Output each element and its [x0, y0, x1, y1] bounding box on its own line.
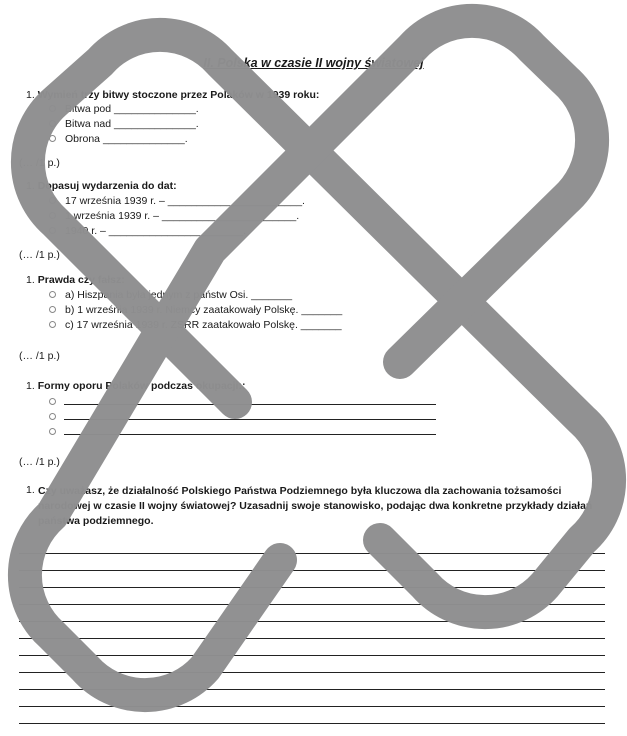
- list-item: [49, 289, 292, 301]
- circle-bullet-icon: [49, 135, 56, 142]
- list-item: [49, 426, 65, 438]
- item-text: Bitwa nad ______________.: [65, 118, 199, 130]
- question-5-text: Czy uważasz, że działalność Polskiego Państwa Podziemnego była kluczowa dla zachowania tożsamości narodowej w czasie II wojny światowej? Uzasadnij swoje stanowisko, podając dwa konkretne przykłady działań państwa podziemnego.: [38, 485, 593, 527]
- list-item: [49, 210, 299, 222]
- question-number: 1.: [26, 484, 35, 496]
- answer-line[interactable]: [19, 621, 605, 622]
- list-item: [49, 133, 188, 145]
- list-item: [49, 118, 199, 130]
- question-text: Dopasuj wydarzenia do dat:: [37, 180, 177, 192]
- list-item: [49, 304, 342, 316]
- list-item: [49, 103, 199, 115]
- circle-bullet-icon: [49, 428, 56, 435]
- answer-line[interactable]: [19, 604, 605, 605]
- score-label: (… /1 p.): [19, 350, 60, 362]
- circle-bullet-icon: [49, 212, 56, 219]
- item-text: 1 września 1939 r. – _______________________.: [65, 210, 300, 222]
- question-number: 1.: [26, 380, 35, 392]
- item-text: b) 1 września 1939 r. Niemcy zaatakowały Polskę. _______: [65, 304, 343, 316]
- circle-bullet-icon: [49, 413, 56, 420]
- answer-line[interactable]: [19, 655, 605, 656]
- question-number: 1.: [26, 180, 35, 192]
- answer-line[interactable]: [64, 419, 436, 420]
- circle-bullet-icon: [49, 227, 56, 234]
- answer-line[interactable]: [64, 404, 436, 405]
- answer-line[interactable]: [19, 689, 605, 690]
- question-4: [26, 380, 245, 392]
- score-label: (… /1 p.): [19, 456, 60, 468]
- score-label: (… /1 p.): [19, 249, 60, 261]
- item-text: Bitwa pod ______________.: [65, 103, 199, 115]
- list-item: [49, 319, 342, 331]
- answer-line[interactable]: [19, 706, 605, 707]
- score-label: (… /1 p.): [19, 157, 60, 169]
- circle-bullet-icon: [49, 105, 56, 112]
- list-item: [49, 195, 305, 207]
- item-text: 1940 r. – _______________________.: [65, 225, 247, 237]
- item-text: c) 17 września 1939 r. ZSRR zaatakowało Polskę. _______: [65, 319, 342, 331]
- circle-bullet-icon: [49, 306, 56, 313]
- answer-line[interactable]: [19, 723, 605, 724]
- answer-line[interactable]: [19, 672, 605, 673]
- circle-bullet-icon: [49, 120, 56, 127]
- question-text: Formy oporu Polaków podczas okupacji::: [37, 380, 246, 392]
- question-3: [26, 274, 125, 286]
- question-text: Wymień trzy bitwy stoczone przez Polaków w 1939 roku:: [37, 89, 320, 101]
- page-title: II. Polska w czasie II wojny światowej: [203, 56, 424, 70]
- answer-line[interactable]: [19, 553, 605, 554]
- item-text: 17 września 1939 r. – _______________________.: [65, 195, 305, 207]
- list-item: [49, 225, 246, 237]
- question-1: [26, 89, 319, 101]
- answer-line[interactable]: [64, 434, 436, 435]
- question-number: 1.: [26, 89, 35, 101]
- circle-bullet-icon: [49, 398, 56, 405]
- list-item: [49, 411, 65, 423]
- question-number: 1.: [26, 274, 35, 286]
- question-text: Prawda czy fałsz:: [37, 274, 125, 286]
- answer-line[interactable]: [19, 570, 605, 571]
- question-2: [26, 180, 177, 192]
- circle-bullet-icon: [49, 291, 56, 298]
- circle-bullet-icon: [49, 321, 56, 328]
- answer-line[interactable]: [19, 587, 605, 588]
- item-text: a) Hiszpania była jednym z państw Osi. _______: [65, 289, 293, 301]
- circle-bullet-icon: [49, 197, 56, 204]
- answer-line[interactable]: [19, 638, 605, 639]
- item-text: Obrona ______________.: [65, 133, 188, 145]
- list-item: [49, 396, 65, 408]
